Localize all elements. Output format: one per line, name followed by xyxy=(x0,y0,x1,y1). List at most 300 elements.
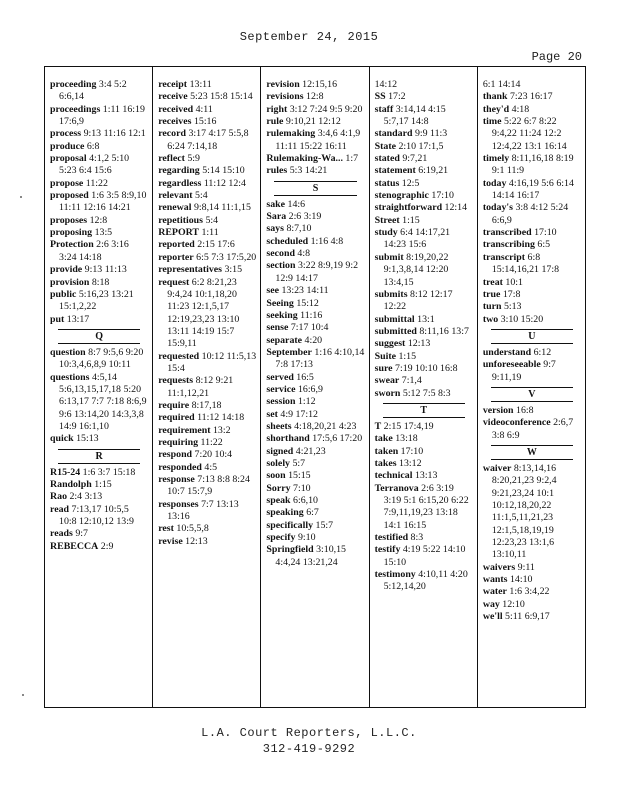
index-term: separate xyxy=(266,334,303,346)
index-entry xyxy=(158,116,256,128)
page-line-refs: 6:1 14:14 xyxy=(482,79,521,90)
page-line-refs: 6:8 xyxy=(86,140,100,152)
index-term: repetitious xyxy=(158,214,204,226)
page-line-refs: 7:17 10:4 xyxy=(290,322,329,334)
page-line-refs: 1:11 xyxy=(201,227,219,239)
index-entry xyxy=(50,314,148,326)
index-entry xyxy=(266,104,364,116)
page-line-refs: 10:12 11:5,13 15:4 xyxy=(167,350,257,374)
page-line-refs: 3:10,15 4:4,24 13:21,24 xyxy=(275,544,346,568)
index-term: proposal xyxy=(50,153,87,165)
index-term: swear xyxy=(374,375,400,387)
index-entry xyxy=(266,211,364,223)
page-line-refs: 4:11 xyxy=(195,103,213,115)
page-line-refs: 1:6 3:4,22 xyxy=(509,586,550,598)
page-line-refs: 13:2 xyxy=(212,424,231,436)
index-term: requested xyxy=(158,350,200,362)
index-entry xyxy=(483,239,581,251)
page-line-refs: 1:15 xyxy=(94,478,112,490)
index-entry xyxy=(375,289,473,314)
index-term: Rao xyxy=(50,491,68,503)
page-line-refs: 9:10,21 12:12 xyxy=(285,116,341,128)
page-line-refs: 5:12 7:5 8:3 xyxy=(402,387,451,399)
page-line-refs: 12:5 xyxy=(401,177,420,189)
index-entry xyxy=(483,153,581,178)
page-line-refs: 1:11 16:19 17:6,9 xyxy=(59,103,145,128)
index-entry xyxy=(266,520,364,532)
index-entry xyxy=(50,79,148,104)
page-line-refs: 16:6,9 xyxy=(297,383,323,395)
index-term: requests xyxy=(158,375,194,387)
index-entry xyxy=(375,227,473,252)
index-term: proposed xyxy=(50,190,89,202)
index-term: propose xyxy=(50,177,84,189)
index-entry xyxy=(50,190,148,215)
index-entry xyxy=(375,141,473,153)
index-term: respond xyxy=(158,449,193,461)
index-term: revisions xyxy=(266,91,304,103)
page-line-refs: 7:1,4 xyxy=(401,375,422,387)
page-line-refs: 6:19,21 xyxy=(418,165,449,177)
index-term: proposing xyxy=(50,227,93,239)
index-entry xyxy=(266,507,364,519)
page-line-refs: 7:13,17 10:5,5 10:8 12:10,12 13:9 xyxy=(59,503,134,527)
page-line-refs: 6:5 7:3 17:5,20 xyxy=(196,251,257,263)
index-term: they'd xyxy=(482,103,510,115)
page-line-refs: 9:8,14 11:1,15 xyxy=(193,202,251,214)
page-line-refs: 17:10 xyxy=(400,445,424,457)
index-term: study xyxy=(374,227,398,239)
page-line-refs: 7:19 10:10 16:8 xyxy=(395,362,458,374)
scan-mark xyxy=(22,694,24,696)
index-term: representatives xyxy=(158,264,223,276)
index-entry xyxy=(50,479,148,491)
page-line-refs: 1:7 xyxy=(345,153,359,165)
index-term: rules xyxy=(266,165,288,177)
index-entry xyxy=(266,298,364,310)
index-entry xyxy=(50,141,148,153)
page-line-refs: 4:20 xyxy=(304,334,323,346)
index-term: revision xyxy=(266,79,300,90)
index-term: staff xyxy=(374,103,394,115)
page-line-refs: 5:4 xyxy=(205,214,219,226)
index-entry xyxy=(375,128,473,140)
page-line-refs: 8:13,14,16 8:20,21,23 9:2,4 9:21,23,24 10:1 10:12,18,20,22 11:1,5,11,21,23 12:1,5,18,19,19 12:23,23 13:1,6 13:10,11 xyxy=(491,462,557,561)
index-term: proceeding xyxy=(50,79,97,90)
index-entry xyxy=(50,528,148,540)
page-line-refs: 7:10 xyxy=(293,482,311,494)
index-entry xyxy=(158,449,256,461)
page-line-refs: 17:10 xyxy=(534,227,557,239)
index-column-2 xyxy=(153,67,261,707)
page-line-refs: 4:18 xyxy=(511,103,530,115)
index-entry xyxy=(158,462,256,474)
index-entry xyxy=(483,347,581,359)
index-entry xyxy=(266,409,364,421)
index-term: service xyxy=(266,383,296,395)
index-entry xyxy=(483,359,581,384)
index-term: thank xyxy=(482,91,508,103)
index-column-3 xyxy=(261,67,369,707)
index-entry xyxy=(375,252,473,289)
index-entry xyxy=(50,239,148,264)
index-entry xyxy=(375,532,473,544)
page-line-refs: 3:4 5:2 6:6,14 xyxy=(59,79,127,103)
index-term: today's xyxy=(482,202,513,214)
index-entry xyxy=(483,104,581,116)
index-entry xyxy=(50,289,148,314)
page-line-refs: 17:10 xyxy=(431,190,454,202)
index-term: response xyxy=(158,474,195,485)
index-term: read xyxy=(50,503,70,515)
index-term: reported xyxy=(158,239,195,251)
index-entry xyxy=(483,314,581,326)
page-line-refs: 14:6 xyxy=(287,198,306,210)
page-line-refs: 2:6 3:19 3:19 5:1 6:15,20 6:22 7:9,11,19,23 13:18 14:1 16:15 xyxy=(383,482,469,531)
page-line-refs: 4:5,14 5:6,13,15,17,18 5:20 6:13,17 7:7 7:18 8:6,9 9:6 13:14,20 14:3,3,8 14:9 16:1,10 xyxy=(59,371,147,432)
index-term: reads xyxy=(50,528,73,540)
index-entry xyxy=(158,128,256,153)
index-entry xyxy=(483,227,581,239)
page-line-refs: 15:16 xyxy=(193,116,217,128)
index-entry xyxy=(375,178,473,190)
page-line-refs: 4:9 17:12 xyxy=(280,408,318,420)
index-term: version xyxy=(482,404,514,416)
page-line-refs: 1:16 4:10,14 7:8 17:13 xyxy=(275,346,365,371)
index-term: served xyxy=(266,371,294,383)
page-line-refs: 4:19 5:22 14:10 15:10 xyxy=(383,544,466,568)
index-entry xyxy=(158,178,256,190)
index-entry xyxy=(158,165,256,177)
page-line-refs: 13:13 xyxy=(414,470,438,482)
index-term: State xyxy=(374,140,396,152)
page-line-refs: 17:5,6 17:20 xyxy=(312,433,363,445)
page-line-refs: 6:6,10 xyxy=(293,495,318,506)
page-line-refs: 8:7,10 xyxy=(286,223,312,235)
index-term: proceedings xyxy=(50,103,101,115)
index-term: revise xyxy=(158,535,183,547)
section-letter: S xyxy=(274,181,356,196)
index-term: responses xyxy=(158,498,199,510)
page-line-refs: 2:15 17:6 xyxy=(197,239,235,251)
page-line-refs: 6:4 14:17,21 14:23 15:6 xyxy=(383,227,451,251)
index-term: received xyxy=(158,103,194,115)
index-term: technical xyxy=(374,470,413,482)
index-term: Randolph xyxy=(50,478,92,490)
page-line-refs: 2:10 17:1,5 xyxy=(398,140,444,152)
index-entry xyxy=(375,202,473,214)
index-term: receipt xyxy=(158,79,188,90)
page-line-refs: 13:12 xyxy=(399,457,422,469)
index-term: proposes xyxy=(50,214,88,226)
index-entry xyxy=(158,536,256,548)
index-entry xyxy=(483,91,581,103)
index-term: produce xyxy=(50,140,85,152)
index-term: today xyxy=(482,177,507,189)
index-entry xyxy=(50,491,148,503)
footer-company: L.A. Court Reporters, L.L.C. xyxy=(201,726,417,740)
index-entry xyxy=(375,446,473,458)
index-entry xyxy=(158,400,256,412)
page-line-refs: 12:13 xyxy=(407,338,431,350)
index-term: videoconference xyxy=(482,417,551,429)
page-line-refs: 12:14 xyxy=(444,202,468,214)
index-term: quick xyxy=(50,433,74,445)
index-entry xyxy=(483,611,581,623)
index-entry xyxy=(158,190,256,202)
index-column-5 xyxy=(478,67,585,707)
index-term: regarding xyxy=(158,165,200,177)
page-line-refs: 1:12 xyxy=(297,396,316,408)
index-table xyxy=(44,66,586,708)
index-entry xyxy=(158,215,256,227)
page-line-refs: 15:7 xyxy=(315,519,334,531)
index-term: receives xyxy=(158,116,192,128)
page-line-refs: 14:10 xyxy=(509,574,533,586)
index-entry xyxy=(158,91,256,103)
page-line-refs: 4:21,23 xyxy=(295,445,326,457)
footer-phone: 312-419-9292 xyxy=(262,742,356,756)
page-line-refs: 8:19,20,22 9:1,3,8,14 12:20 13:4,15 xyxy=(383,251,449,288)
page-line-refs: 2:15 17:4,19 xyxy=(383,420,434,432)
index-term: sense xyxy=(266,322,289,334)
index-entry xyxy=(266,285,364,297)
index-term: water xyxy=(482,586,507,598)
page-line-refs: 5:9 xyxy=(187,153,200,165)
index-entry xyxy=(483,277,581,289)
index-term: require xyxy=(158,399,190,411)
index-term: session xyxy=(266,396,296,408)
index-entry xyxy=(158,277,256,351)
index-entry xyxy=(266,199,364,211)
page-line-refs: 11:12 12:4 xyxy=(203,177,246,189)
page-line-refs: 10:5,5,8 xyxy=(176,523,209,535)
page-line-refs: 6:8 15:14,16,21 17:8 xyxy=(491,251,560,276)
section-letter: T xyxy=(383,403,465,418)
index-term: Springfield xyxy=(266,544,314,556)
index-entry xyxy=(266,372,364,384)
index-term: right xyxy=(266,103,288,115)
page-line-refs: 9:10 xyxy=(297,532,316,544)
index-entry xyxy=(375,314,473,326)
index-entry-continued xyxy=(483,79,581,91)
index-entry xyxy=(158,437,256,449)
index-term: REPORT xyxy=(158,227,200,239)
page-line-refs: 17:8 xyxy=(502,288,521,300)
index-entry xyxy=(266,223,364,235)
index-term: submittal xyxy=(374,313,415,325)
page-line-refs: 8:17,18 xyxy=(191,399,222,411)
index-entry xyxy=(266,433,364,445)
index-term: T xyxy=(374,420,382,432)
page-line-refs: 5:3 14:21 xyxy=(289,165,328,177)
index-entry xyxy=(158,264,256,276)
index-entry xyxy=(158,474,256,499)
page-line-refs: 3:10 15:20 xyxy=(500,313,544,325)
index-entry xyxy=(375,338,473,350)
index-entry xyxy=(158,202,256,214)
index-term: second xyxy=(266,248,295,260)
index-term: turn xyxy=(482,301,502,313)
page-line-refs: 6:12 xyxy=(533,346,552,358)
index-term: we'll xyxy=(482,611,503,623)
index-term: transcribing xyxy=(482,239,535,251)
index-term: solely xyxy=(266,457,290,469)
index-entry xyxy=(266,91,364,103)
index-entry xyxy=(158,412,256,424)
page-line-refs: 7:13 8:8 8:24 10:7 15:7,9 xyxy=(167,474,250,498)
page-line-refs: 9:7 9:11,19 xyxy=(491,359,556,383)
page-line-refs: 8:7 9:5,6 9:20 10:3,4,6,8,9 10:11 xyxy=(59,346,144,371)
page-line-refs: 10:1 xyxy=(505,276,523,288)
index-term: soon xyxy=(266,470,286,482)
index-term: wants xyxy=(482,574,508,586)
index-entry xyxy=(50,104,148,129)
page-line-refs: 13:17 xyxy=(66,313,90,325)
index-entry xyxy=(266,165,364,177)
index-term: submits xyxy=(374,288,408,300)
index-entry xyxy=(375,363,473,375)
page-line-refs: 11:12 14:18 xyxy=(197,412,245,424)
index-term: Protection xyxy=(50,239,94,251)
page-line-refs: 7:20 10:4 xyxy=(194,449,233,461)
page-line-refs: 15:13 xyxy=(76,433,99,445)
index-entry xyxy=(158,351,256,376)
page-line-refs: 2:6,7 3:8 6:9 xyxy=(491,417,574,441)
index-entry xyxy=(158,227,256,239)
index-entry xyxy=(266,116,364,128)
index-term: receive xyxy=(158,91,188,103)
index-term: requiring xyxy=(158,436,199,448)
index-term: way xyxy=(482,598,500,610)
page-line-refs: 4:5 xyxy=(204,461,218,473)
index-term: Seeing xyxy=(266,297,294,309)
page-line-refs: 13:1 xyxy=(417,313,435,325)
index-term: questions xyxy=(50,371,90,383)
index-term: takes xyxy=(374,457,397,469)
index-term: sworn xyxy=(374,387,401,399)
index-entry xyxy=(483,289,581,301)
index-term: scheduled xyxy=(266,235,309,247)
index-entry xyxy=(375,215,473,227)
index-term: straightforward xyxy=(374,202,443,214)
index-entry xyxy=(266,446,364,458)
page-line-refs: 2:6 3:19 xyxy=(288,211,322,223)
page-line-refs: 3:14,14 4:15 5:7,17 14:8 xyxy=(383,103,446,128)
index-entry xyxy=(266,128,364,153)
page-line-refs: 12:8 xyxy=(306,91,324,103)
index-entry xyxy=(266,470,364,482)
index-entry xyxy=(375,483,473,532)
index-entry xyxy=(375,153,473,165)
index-entry xyxy=(50,433,148,445)
index-term: Sara xyxy=(266,211,287,223)
index-term: SS xyxy=(374,91,386,103)
index-term: standard xyxy=(374,128,413,140)
index-entry xyxy=(158,375,256,400)
index-entry xyxy=(50,504,148,529)
index-term: reflect xyxy=(158,153,185,165)
page-line-refs: 8:12 9:21 11:1,12,21 xyxy=(167,375,234,399)
index-term: treat xyxy=(482,276,503,288)
page-line-refs: 16:8 xyxy=(516,404,534,416)
index-entry xyxy=(50,372,148,434)
index-entry xyxy=(266,421,364,433)
index-term: signed xyxy=(266,445,294,457)
page-line-refs: 12:8 xyxy=(89,214,108,226)
index-term: process xyxy=(50,128,82,140)
index-term: public xyxy=(50,288,77,300)
index-entry xyxy=(483,562,581,574)
index-term: Street xyxy=(374,214,400,226)
index-entry xyxy=(483,116,581,153)
index-term: testimony xyxy=(374,569,416,581)
index-entry xyxy=(375,421,473,433)
index-term: rest xyxy=(158,523,174,535)
page-line-refs: 11:22 xyxy=(200,436,223,448)
section-letter: R xyxy=(58,449,140,464)
index-entry xyxy=(158,239,256,251)
index-entry xyxy=(483,599,581,611)
index-entry xyxy=(158,104,256,116)
page-line-refs: 9:9 11:3 xyxy=(414,128,448,140)
index-term: Terranova xyxy=(374,482,419,494)
index-entry xyxy=(375,388,473,400)
index-term: request xyxy=(158,276,190,288)
index-term: rulemaking xyxy=(266,128,316,140)
page-line-refs: 5:13 xyxy=(503,301,522,313)
index-entry xyxy=(375,433,473,445)
index-entry xyxy=(375,544,473,569)
index-entry xyxy=(266,310,364,322)
index-term: set xyxy=(266,408,278,420)
page-line-refs: 1:16 4:8 xyxy=(310,235,344,247)
page-line-refs: 1:15 xyxy=(402,214,420,226)
index-term: record xyxy=(158,128,186,140)
index-entry xyxy=(50,467,148,479)
page-line-refs: 2:9 xyxy=(100,540,114,552)
index-entry xyxy=(50,347,148,372)
page-line-refs: 5:23 15:8 15:14 xyxy=(190,91,253,103)
page-line-refs: 3:4,6 4:1,9 11:11 15:22 16:11 xyxy=(275,128,361,152)
index-column-4 xyxy=(370,67,478,707)
index-entry xyxy=(266,458,364,470)
index-term: Suite xyxy=(374,350,397,362)
page-line-refs: 17:2 xyxy=(388,91,406,103)
index-term: timely xyxy=(482,153,510,165)
page-number: Page 20 xyxy=(531,50,582,64)
page-line-refs: 4:18,20,21 4:23 xyxy=(294,420,357,432)
index-entry xyxy=(266,335,364,347)
page-line-refs: 3:15 xyxy=(224,264,243,276)
index-term: testified xyxy=(374,532,409,544)
page-line-refs: 6:2 8:21,23 9:4,24 10:1,18,20 11:23 12:1,5,17 12:19,23,23 13:10 13:11 14:19 15:7 15:9,11 xyxy=(167,276,240,350)
page-line-refs: 4:8 xyxy=(297,248,311,260)
index-term: stenographic xyxy=(374,190,429,202)
index-term: shorthand xyxy=(266,433,310,445)
index-entry xyxy=(158,79,256,91)
page-line-refs: 8:3 xyxy=(410,532,424,544)
index-entry xyxy=(266,248,364,260)
page-line-refs: 12:13 xyxy=(185,535,208,547)
page-line-refs: 8:11,16,18 8:19 9:1 11:9 xyxy=(491,153,574,177)
index-entry xyxy=(375,91,473,103)
index-term: speak xyxy=(266,495,291,506)
index-term: specifically xyxy=(266,519,314,531)
index-entry xyxy=(266,483,364,495)
index-term: submit xyxy=(374,251,404,263)
page-line-refs: 4:16,19 5:6 6:14 14:14 16:17 xyxy=(491,177,574,202)
